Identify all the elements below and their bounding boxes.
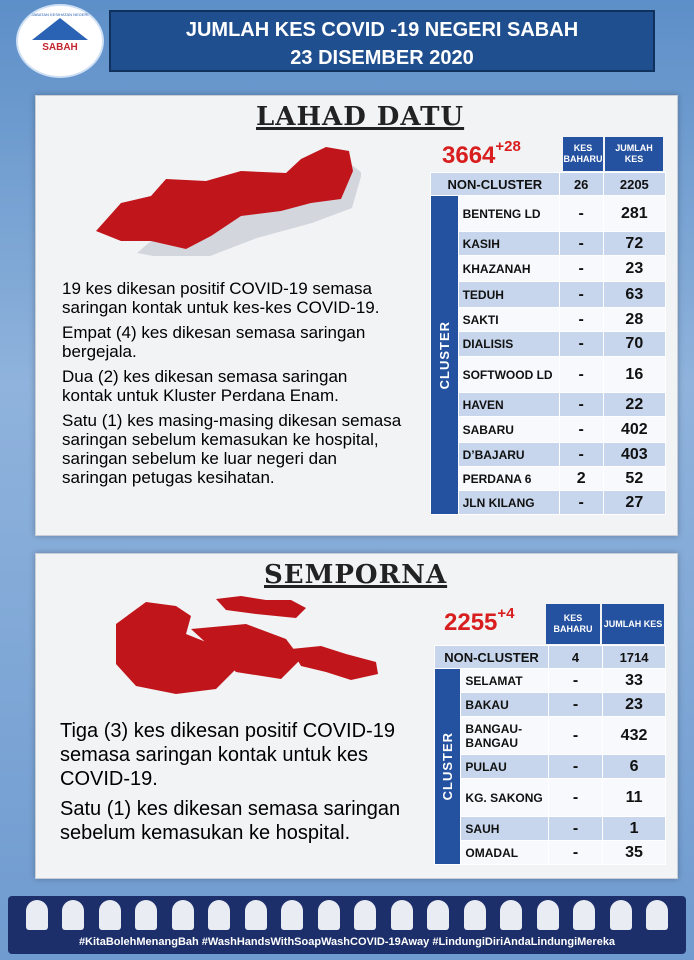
semporna-increase: +4	[497, 605, 515, 622]
cluster-name: SOFTWOOD LD	[458, 357, 559, 393]
non-cluster-row	[435, 646, 666, 669]
cluster-total: 22	[603, 393, 665, 417]
table-row	[431, 332, 666, 357]
cluster-total: 23	[603, 256, 665, 282]
cluster-new: -	[559, 282, 603, 308]
table-row	[431, 443, 666, 467]
table-row	[431, 308, 666, 332]
logo-mountain-icon	[32, 18, 88, 40]
person-icon	[427, 900, 449, 930]
table-row	[431, 282, 666, 308]
cluster-total: 432	[603, 717, 666, 755]
sabah-health-logo	[16, 4, 104, 78]
person-icon	[464, 900, 486, 930]
semporna-table	[434, 645, 666, 865]
table-row	[435, 779, 666, 817]
cluster-total: 72	[603, 232, 665, 256]
table-row	[435, 817, 666, 841]
cluster-new: -	[559, 308, 603, 332]
logo-small-text: JABATAN KESIHATAN NEGERI	[31, 12, 89, 17]
cluster-total: 11	[603, 779, 666, 817]
table-row	[431, 256, 666, 282]
cluster-name: TEDUH	[458, 282, 559, 308]
cluster-total: 16	[603, 357, 665, 393]
lahad-datu-total-value: 3664	[442, 142, 496, 169]
non-cluster-label: NON-CLUSTER	[431, 173, 560, 196]
cluster-total: 403	[603, 443, 665, 467]
lahad-datu-heading: LAHAD DATU	[256, 102, 465, 132]
lahad-datu-total	[442, 138, 521, 170]
cluster-name: PERDANA 6	[458, 467, 559, 491]
frontliners-illustration	[26, 900, 668, 932]
cluster-label-text: CLUSTER	[436, 320, 452, 390]
person-icon	[610, 900, 632, 930]
cluster-new: -	[559, 332, 603, 357]
table-row	[431, 417, 666, 443]
lahad-datu-description	[62, 279, 402, 493]
person-icon	[26, 900, 48, 930]
cluster-new: -	[548, 755, 602, 779]
lahad-datu-panel	[35, 95, 678, 536]
person-icon	[99, 900, 121, 930]
table-row	[435, 669, 666, 693]
person-icon	[135, 900, 157, 930]
cluster-new: -	[559, 417, 603, 443]
non-cluster-row	[431, 173, 666, 196]
person-icon	[318, 900, 340, 930]
cluster-new: -	[548, 841, 602, 865]
cluster-total: 33	[603, 669, 666, 693]
cluster-name: BANGAU-BANGAU	[461, 717, 549, 755]
person-icon	[281, 900, 303, 930]
cluster-name: HAVEN	[458, 393, 559, 417]
cluster-total: 63	[603, 282, 665, 308]
cluster-name: D’BAJARU	[458, 443, 559, 467]
cluster-label	[431, 196, 459, 515]
cluster-new: -	[548, 817, 602, 841]
cluster-name: KHAZANAH	[458, 256, 559, 282]
cluster-name: OMADAL	[461, 841, 549, 865]
semporna-paragraph: Satu (1) kes dikesan semasa saringan sebelum kemasukan ke hospital.	[60, 798, 401, 844]
person-icon	[500, 900, 522, 930]
col-header-jumlah-kes: JUMLAH KES	[605, 137, 663, 171]
table-row	[431, 232, 666, 256]
person-icon	[537, 900, 559, 930]
cluster-total: 70	[603, 332, 665, 357]
lahad-datu-increase: +28	[495, 138, 521, 155]
lahad-datu-table	[430, 172, 666, 515]
cluster-new: -	[559, 196, 603, 232]
cluster-label	[435, 669, 461, 865]
non-cluster-new: 26	[559, 173, 603, 196]
lahad-datu-paragraph: 19 kes dikesan positif COVID-19 semasa saringan kontak untuk kes-kes COVID-19.	[62, 279, 380, 317]
table-row	[431, 357, 666, 393]
cluster-total: 402	[603, 417, 665, 443]
cluster-total: 52	[603, 467, 665, 491]
cluster-name: SAUH	[461, 817, 549, 841]
non-cluster-new: 4	[548, 646, 602, 669]
cluster-name: KASIH	[458, 232, 559, 256]
non-cluster-total: 2205	[603, 173, 665, 196]
cluster-total: 6	[603, 755, 666, 779]
table-row	[435, 693, 666, 717]
cluster-total: 23	[603, 693, 666, 717]
semporna-heading: SEMPORNA	[264, 560, 448, 590]
person-icon	[245, 900, 267, 930]
cluster-name: SELAMAT	[461, 669, 549, 693]
person-icon	[391, 900, 413, 930]
cluster-new: -	[559, 491, 603, 515]
cluster-name: JLN KILANG	[458, 491, 559, 515]
non-cluster-total: 1714	[603, 646, 666, 669]
title-date: 23 DISEMBER 2020	[290, 47, 474, 69]
cluster-name: SAKTI	[458, 308, 559, 332]
lahad-datu-paragraph: Empat (4) kes dikesan semasa saringan bergejala.	[62, 323, 366, 361]
cluster-total: 28	[603, 308, 665, 332]
table-row	[431, 196, 666, 232]
person-icon	[208, 900, 230, 930]
cluster-new: 2	[559, 467, 603, 491]
cluster-name: BENTENG LD	[458, 196, 559, 232]
cluster-name: SABARU	[458, 417, 559, 443]
cluster-new: -	[559, 357, 603, 393]
cluster-new: -	[548, 693, 602, 717]
lahad-datu-map	[91, 141, 361, 256]
title-line-1: JUMLAH KES COVID -19 NEGERI SABAH	[185, 19, 579, 41]
cluster-new: -	[559, 393, 603, 417]
logo-text: SABAH	[42, 42, 78, 53]
cluster-new: -	[559, 256, 603, 282]
semporna-total-value: 2255	[444, 609, 498, 636]
table-row	[435, 717, 666, 755]
semporna-paragraph: Tiga (3) kes dikesan positif COVID-19 semasa saringan kontak untuk kes COVID-19.	[60, 720, 395, 790]
semporna-total	[444, 605, 515, 637]
page-title	[109, 10, 655, 72]
cluster-total: 27	[603, 491, 665, 515]
person-icon	[62, 900, 84, 930]
semporna-description	[60, 719, 410, 851]
cluster-name: KG. SAKONG	[461, 779, 549, 817]
non-cluster-label: NON-CLUSTER	[435, 646, 549, 669]
person-icon	[354, 900, 376, 930]
table-row	[431, 393, 666, 417]
semporna-panel	[35, 553, 678, 879]
cluster-name: PULAU	[461, 755, 549, 779]
cluster-name: BAKAU	[461, 693, 549, 717]
col-header-jumlah-kes: JUMLAH KES	[602, 604, 664, 644]
cluster-new: -	[548, 779, 602, 817]
footer-hashtags: #KitaBolehMenangBah #WashHandsWithSoapWashCOVID-19Away #LindungiDiriAndaLindungiMereka	[78, 936, 616, 948]
cluster-new: -	[548, 669, 602, 693]
cluster-total: 35	[603, 841, 666, 865]
table-row	[431, 491, 666, 515]
lahad-datu-paragraph: Dua (2) kes dikesan semasa saringan kontak untuk Kluster Perdana Enam.	[62, 367, 348, 405]
person-icon	[172, 900, 194, 930]
footer-banner	[8, 896, 686, 954]
table-row	[435, 841, 666, 865]
cluster-name: DIALISIS	[458, 332, 559, 357]
cluster-total: 1	[603, 817, 666, 841]
semporna-map	[106, 594, 396, 694]
cluster-label-text: CLUSTER	[440, 732, 456, 801]
cluster-new: -	[548, 717, 602, 755]
col-header-kes-baharu: KES BAHARU	[563, 137, 603, 171]
col-header-kes-baharu: KES BAHARU	[546, 604, 600, 644]
table-row	[431, 467, 666, 491]
cluster-new: -	[559, 232, 603, 256]
person-icon	[573, 900, 595, 930]
person-icon	[646, 900, 668, 930]
lahad-datu-paragraph: Satu (1) kes masing-masing dikesan semasa saringan sebelum kemasukan ke hospital, saringan sebelum ke luar negeri dan saringan petugas kesihatan.	[62, 411, 402, 487]
table-row	[435, 755, 666, 779]
cluster-total: 281	[603, 196, 665, 232]
cluster-new: -	[559, 443, 603, 467]
